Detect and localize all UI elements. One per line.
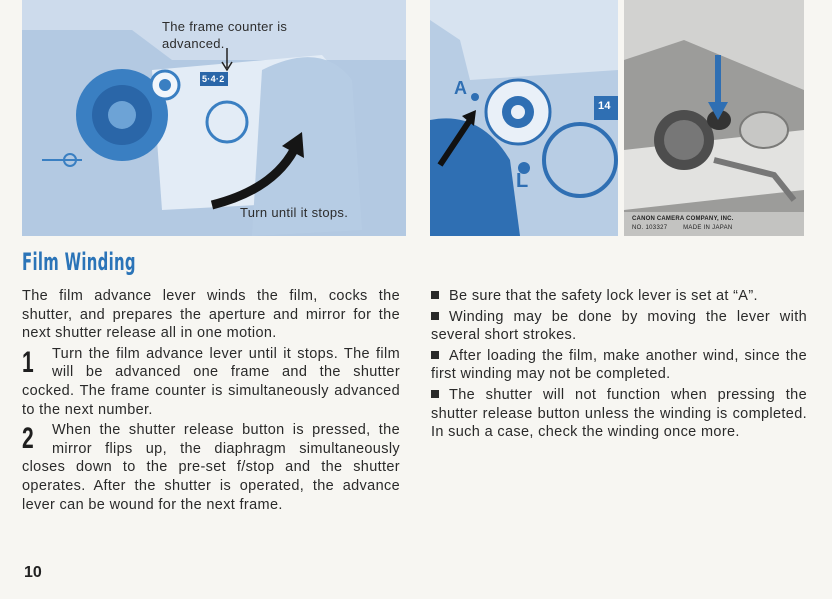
caption-frame-counter: The frame counter is advanced. — [162, 19, 288, 51]
step-2 — [22, 421, 400, 514]
photo-shutter-release — [624, 0, 804, 236]
note-item — [431, 347, 807, 384]
body-stamp-line-1: CANON CAMERA COMPANY, INC. — [632, 216, 734, 222]
step-text: Turn the film advance lever until it stops. The film will be advanced one frame and the shutter cocked. The frame counter is simultaneously advanced to the next number. — [22, 345, 400, 418]
step-number: 2 — [22, 422, 34, 456]
photo-advance-lever — [22, 0, 406, 236]
left-column — [22, 287, 400, 514]
safety-lock-illustration — [430, 0, 618, 236]
counter-badge: 14 — [598, 100, 611, 112]
caption-turn-until-stops: Turn until it stops. — [240, 205, 349, 220]
bullet-square-icon — [431, 351, 439, 359]
note-item — [431, 386, 807, 442]
step-1 — [22, 345, 400, 419]
note-text: The shutter will not function when pressing the shutter release button unless the winding is completed. In such a case, check the winding once more. — [431, 386, 807, 441]
intro-paragraph: The film advance lever winds the film, cocks the shutter, and prepares the aperture and mirror for the next shutter release all in one motion. — [22, 288, 400, 342]
right-column — [431, 287, 807, 442]
shutter-release-illustration — [624, 0, 804, 236]
step-text: When the shutter release button is pressed, the mirror flips up, the diaphragm simultaneously closes down to the pre-set f/stop and the shutter operates. After the shutter is operated, the advance lever can be wound for the next frame. — [22, 422, 400, 513]
step-number: 1 — [22, 345, 34, 379]
photo-safety-lock — [430, 0, 618, 236]
note-text: After loading the film, make another wind, since the first winding may not be completed. — [431, 347, 807, 383]
dial-mark-a: A — [454, 78, 468, 98]
section-title: Film Winding — [22, 248, 136, 276]
bullet-square-icon — [431, 291, 439, 299]
frame-counter-marks: 5·4·2 — [202, 74, 225, 84]
note-text: Winding may be done by moving the lever with several short strokes. — [431, 308, 807, 344]
body-stamp-line-2: NO. 103327 MADE IN JAPAN — [632, 225, 733, 231]
note-item — [431, 308, 807, 345]
page-number: 10 — [24, 564, 42, 581]
lock-mark-l: L — [516, 170, 529, 192]
bullet-square-icon — [431, 390, 439, 398]
note-text: Be sure that the safety lock lever is set at “A”. — [449, 288, 758, 304]
note-item — [431, 287, 807, 306]
bullet-square-icon — [431, 312, 439, 320]
